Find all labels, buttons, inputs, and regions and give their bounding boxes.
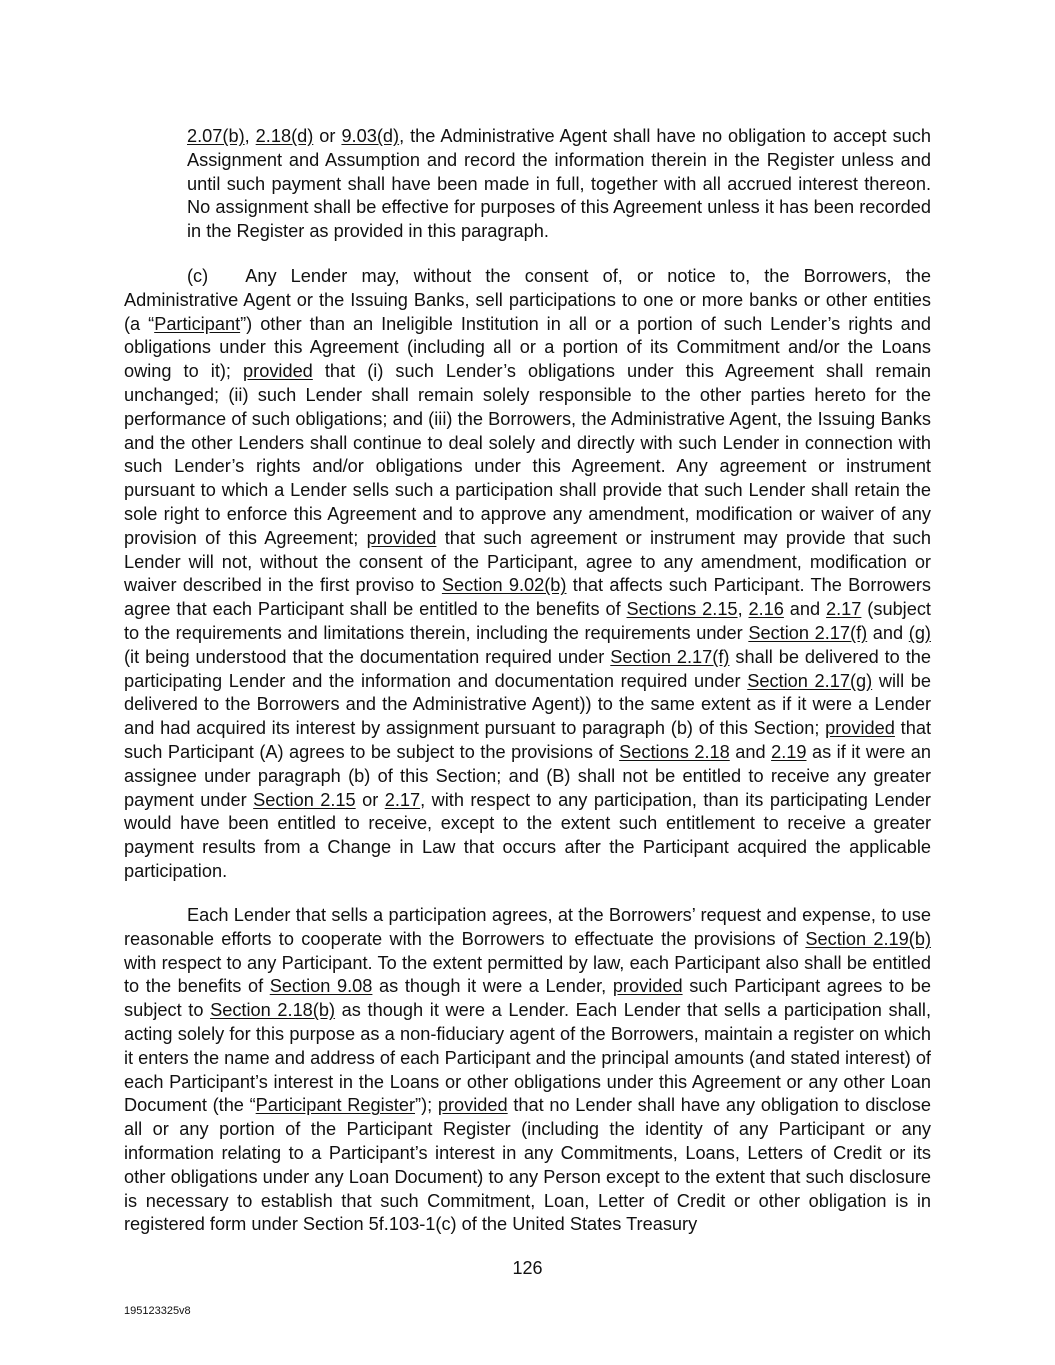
body-text: (subject to the requirements and limitations therein, including the requirements under — [124, 599, 931, 643]
section-reference: Section 9.08 — [269, 976, 373, 997]
paragraph-c — [124, 265, 931, 884]
body-text: ”) other than an Ineligible Institution in all or a portion of such Lender’s rights and obligations under this Agreement (including all or a portion of its Commitment and/or the Loans owing to it); — [124, 313, 931, 382]
section-reference: (g) — [908, 622, 931, 643]
body-text: Any Lender may, without the consent of, or notice to, the Borrowers, the Administrative Agent or the Issuing Banks, sell participations to one or more banks or other entities (a “ — [124, 266, 931, 334]
document-id: 195123325v8 — [124, 1305, 191, 1317]
body-text: that affects such Participant. The Borrowers agree that each Participant shall be entitled to the benefits of — [124, 575, 932, 620]
body-text: that such Participant (A) agrees to be subject to the provisions of — [124, 718, 931, 762]
proviso-term: provided — [612, 976, 683, 997]
section-reference: Section 2.17(f) — [610, 646, 730, 667]
body-text: or — [355, 789, 385, 810]
section-reference: Section 2.17(f) — [748, 622, 868, 643]
section-reference: Section 2.15 — [253, 789, 356, 810]
section-reference: 9.03(d) — [341, 126, 400, 146]
body-text: and — [867, 622, 909, 643]
paragraph-continuation — [187, 125, 931, 244]
paragraph-participant-register — [124, 904, 931, 1237]
section-reference: Sections 2.15 — [626, 599, 738, 620]
section-reference: Section 2.19(b) — [805, 928, 931, 949]
section-reference: Section 9.02(b) — [441, 575, 567, 596]
section-reference: 2.19 — [771, 741, 807, 762]
proviso-term: provided — [366, 527, 437, 548]
body-text: as if it were an assignee under paragraph (b) of this Section; and (B) shall not be entitled to receive any greater payment under — [124, 741, 931, 810]
body-text: as though it were a Lender, — [372, 976, 613, 997]
body-text: , with respect to any participation, than its participating Lender would have been entitled to receive, except to the extent such entitlement to receive a greater payment results from a Change in Law that occurs after the Participant acquired the applicable participation. — [124, 789, 931, 881]
body-text: or — [313, 126, 342, 146]
section-reference: 2.17 — [384, 789, 421, 810]
body-text: and — [783, 599, 827, 620]
section-reference: Sections 2.18 — [619, 741, 730, 762]
body-text: , the Administrative Agent shall have no obligation to accept such Assignment and Assumption and record the information therein in the Register unless and until such payment shall have been made in full, together with all accrued interest thereon. No assignment shall be effective for purposes of this Agreement unless it has been recorded in the Register as provided in this paragraph. — [187, 126, 931, 242]
body-text: that such agreement or instrument may provide that such Lender will not, without the consent of the Participant, agree to any amendment, modification or waiver described in the first proviso to — [124, 527, 931, 596]
proviso-term: provided — [437, 1095, 508, 1116]
body-text: that (i) such Lender’s obligations under this Agreement shall remain unchanged; (ii) such Lender shall remain solely responsible to the other parties hereto for the performance of such obligations; and (iii) the Borrowers, the Administrative Agent, the Issuing Banks and the other Lenders shall continue to deal solely and directly with such Lender in connection with such Lender’s rights and/or obligations under this Agreement. Any agreement or instrument pursuant to which a Lender sells such a participation shall provide that such Lender shall retain the sole right to enforce this Agreement and to approve any amendment, modification or waiver of any provision of this Agreement; — [124, 361, 931, 548]
body-text: , — [737, 599, 749, 620]
section-reference: 2.18(d) — [255, 126, 314, 146]
paragraph-label: (c) — [187, 266, 209, 286]
defined-term: Participant Register — [255, 1095, 416, 1116]
proviso-term: provided — [243, 361, 313, 382]
section-reference: 2.17 — [826, 599, 862, 620]
body-text: , — [244, 126, 256, 146]
body-text: ”); — [415, 1095, 438, 1116]
body-text: shall be delivered to the participating Lender and the information and documentation required under — [124, 646, 931, 691]
proviso-term: provided — [825, 718, 895, 739]
section-reference: 2.07(b) — [187, 126, 245, 146]
body-text: as though it were a Lender. Each Lender that sells a participation shall, acting solely for this purpose as a non-fiduciary agent of the Borrowers, maintain a register on which it enters the name and address of each Participant and the principal amounts (and stated interest) of each Participant’s interest in the Loans or other obligations under this Agreement or any other Loan Document (the “ — [124, 1000, 931, 1116]
section-reference: Section 2.18(b) — [210, 1000, 336, 1021]
section-reference: Section 2.17(g) — [747, 670, 873, 691]
body-text: such Participant agrees to be subject to — [124, 976, 931, 1021]
page-number: 126 — [512, 1258, 543, 1278]
body-text: Each Lender that sells a participation agrees, at the Borrowers’ request and expense, to use reasonable efforts to cooperate with the Borrowers to effectuate the provisions of — [124, 905, 931, 949]
body-text: (it being understood that the documentation required under — [124, 646, 611, 667]
section-reference: 2.16 — [748, 599, 784, 620]
body-text: with respect to any Participant. To the extent permitted by law, each Participant also shall be entitled to the benefits of — [124, 952, 931, 997]
body-text: and — [729, 741, 772, 762]
defined-term: Participant — [154, 313, 241, 334]
body-text: will be delivered to the Borrowers and the Administrative Agent)) to the same extent as if it were a Lender and had acquired its interest by assignment pursuant to paragraph (b) of this Section; — [124, 670, 932, 739]
body-text: that no Lender shall have any obligation to disclose all or any portion of the Participant Register (including the identity of any Participant or any information relating to a Participant’s interest in any Commitments, Loans, Letters of Credit or its other obligations under any Loan Document) to any Person except to the extent that such disclosure is necessary to establish that such Commitment, Loan, Letter of Credit or other obligation is in registered form under Section 5f.103-1(c) of the United States Treasury — [124, 1095, 931, 1235]
